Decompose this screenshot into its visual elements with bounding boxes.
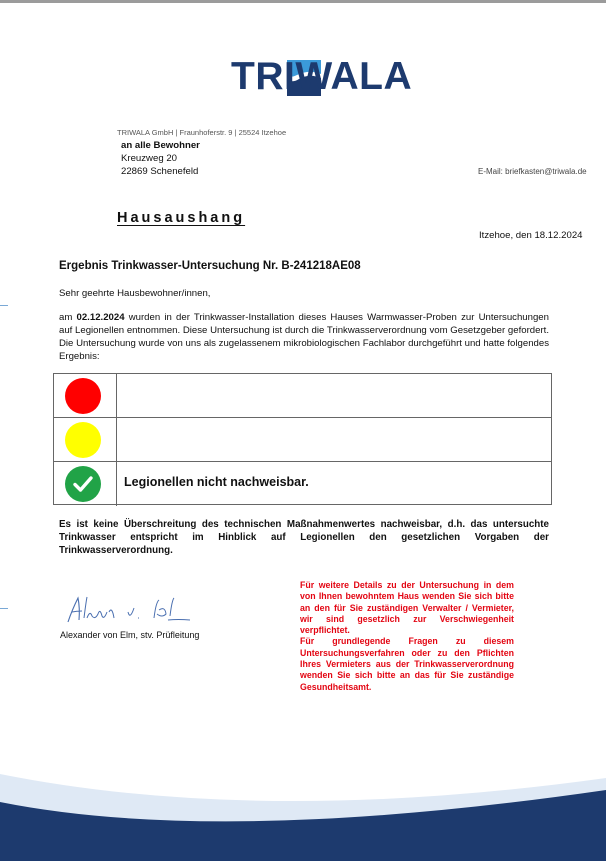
- sample-date: 02.12.2024: [76, 312, 125, 323]
- info-note: [300, 580, 514, 693]
- indicator-cell: [54, 374, 117, 417]
- fold-mark: [0, 305, 8, 306]
- info-note-paragraph-2: Für grundlegende Fragen zu diesem Untersuchungsverfahren oder zu den Pflichten Ihres Vermieters aus der Trinkwasserverordnung wenden Sie sich bitte an das für Sie zuständige Gesundheitsamt.: [300, 636, 514, 692]
- indicator-cell: [54, 418, 117, 461]
- handwritten-signature: [62, 592, 192, 628]
- sender-address-line: TRIWALA GmbH | Fraunhoferstr. 9 | 25524 Itzehoe: [117, 128, 287, 137]
- yellow-light-icon: [65, 422, 101, 458]
- signer-name: Alexander von Elm, stv. Prüfleitung: [60, 630, 200, 640]
- indicator-cell: [54, 462, 117, 506]
- result-table: [53, 373, 552, 505]
- recipient-line-1: an alle Bewohner: [121, 140, 200, 151]
- contact-email[interactable]: E-Mail: briefkasten@triwala.de: [478, 167, 587, 176]
- top-border-line: [0, 0, 606, 3]
- recipient-line-3: 22869 Schenefeld: [121, 166, 199, 177]
- body-rest: wurden in der Trinkwasser-Installation dieses Hauses Warmwasser-Proben zur Untersuchungen auf Legionellen entnommen. Diese Untersuchung ist durch die Trinkwasserverordnung vom Gesetzgeber gefordert. Die Untersuchung wurde von uns als zugelassenem mikrobiologischen Fachlabor durchgeführt und hatte folgendes Ergebnis:: [59, 312, 549, 362]
- result-summary: Es ist keine Überschreitung des technischen Maßnahmenwertes nachweisbar, d.h. das untersuchte Trinkwasser entspricht im Hinblick auf Legionellen den gesetzlichen Vorgaben der Trinkwasserverordnung.: [59, 519, 549, 556]
- company-logo-text: TRIWALA: [231, 55, 413, 98]
- subject-line: Ergebnis Trinkwasser-Untersuchung Nr. B-241218AE08: [59, 260, 361, 272]
- result-row-text: Legionellen nicht nachweisbar.: [124, 475, 309, 489]
- recipient-line-2: Kreuzweg 20: [121, 153, 177, 164]
- document-title: Hausaushang: [117, 210, 246, 226]
- body-prefix: am: [59, 312, 77, 323]
- salutation: Sehr geehrte Hausbewohner/innen,: [59, 288, 211, 299]
- recipient-address: [121, 139, 200, 178]
- result-row-red: [54, 374, 551, 418]
- body-paragraph: [59, 311, 549, 363]
- info-note-paragraph-1: Für weitere Details zu der Untersuchung in dem von Ihnen bewohntem Haus wenden Sie sich bitte an den für Sie zuständigen Verwalter / Vermieter, wir sind gesetzlich zur Verschwiegenheit verpflichtet.: [300, 580, 514, 636]
- document-date: Itzehoe, den 18.12.2024: [479, 230, 583, 241]
- checkmark-icon: [65, 466, 101, 502]
- fold-mark: [0, 608, 8, 609]
- result-row-green: [54, 462, 551, 506]
- result-row-yellow: [54, 418, 551, 462]
- red-light-icon: [65, 378, 101, 414]
- green-light-icon: [65, 466, 101, 502]
- footer-wave: [0, 760, 606, 861]
